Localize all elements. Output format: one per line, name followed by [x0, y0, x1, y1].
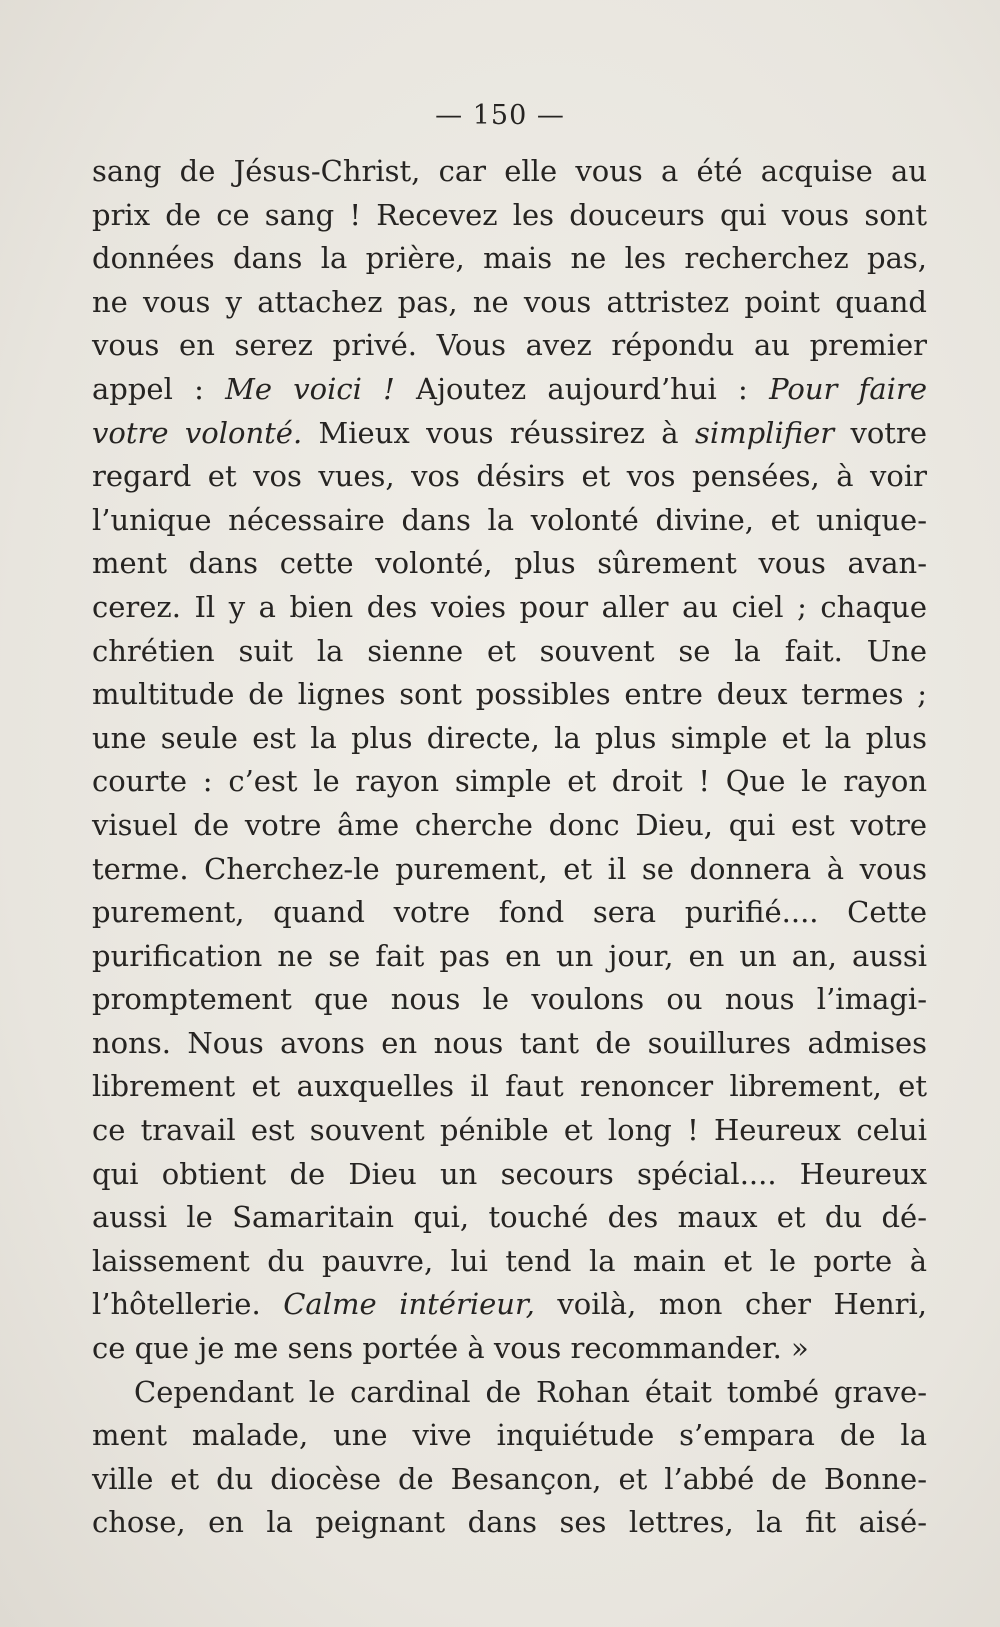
text-run: ment malade, une vive inquiétude s’empara de la [92, 1418, 927, 1453]
text-line [92, 848, 927, 892]
text-line [92, 1458, 927, 1502]
text-run: ne vous y attachez pas, ne vous attristez point quand [92, 284, 927, 319]
text-run: aussi le Samaritain qui, touché des maux et du dé- [92, 1200, 927, 1235]
text-run: l’unique nécessaire dans la volonté divine, et unique- [92, 502, 927, 537]
text-line [92, 1501, 927, 1545]
text-run: terme. Cherchez-le purement, et il se donnera à vous [92, 851, 927, 886]
italic-text: simplifier [694, 415, 835, 450]
text-line [92, 978, 927, 1022]
text-line [92, 1196, 927, 1240]
text-run: données dans la prière, mais ne les recherchez pas, [92, 241, 927, 276]
text-run: ment dans cette volonté, plus sûrement vous avan- [92, 546, 927, 581]
text-run: regard et vos vues, vos désirs et vos pensées, à voir [92, 459, 927, 494]
text-run: votre [834, 415, 927, 450]
italic-text: Me voici ! [225, 371, 395, 406]
text-line [92, 542, 927, 586]
text-line [92, 935, 927, 979]
text-line [92, 499, 927, 543]
text-line [92, 1371, 927, 1415]
text-line [92, 673, 927, 717]
text-run: chose, en la peignant dans ses lettres, la fit aisé- [92, 1505, 927, 1540]
text-run: chrétien suit la sienne et souvent se la fait. Une [92, 633, 927, 668]
italic-text: Calme intérieur, [283, 1287, 535, 1322]
text-line [92, 1327, 927, 1371]
text-line [92, 804, 927, 848]
text-run: librement et auxquelles il faut renoncer librement, et [92, 1069, 927, 1104]
text-line [92, 1240, 927, 1284]
italic-text: votre volonté. [92, 415, 303, 450]
text-run: une seule est la plus directe, la plus simple et la plus [92, 720, 927, 755]
text-run: laissement du pauvre, lui tend la main et le porte à [92, 1243, 927, 1278]
text-line [92, 150, 927, 194]
text-line [92, 760, 927, 804]
body-text [92, 150, 927, 1545]
text-run: ce que je me sens portée à vous recommander. » [92, 1331, 809, 1366]
text-run: appel : [92, 371, 226, 406]
text-line [92, 194, 927, 238]
text-line [92, 586, 927, 630]
text-run: multitude de lignes sont possibles entre deux termes ; [92, 677, 927, 712]
text-line [92, 1414, 927, 1458]
text-run: visuel de votre âme cherche donc Dieu, qui est votre [92, 807, 927, 842]
text-run: ville et du diocèse de Besançon, et l’abbé de Bonne- [92, 1461, 927, 1496]
text-run: purement, quand votre fond sera purifié.... Cette [92, 895, 927, 930]
text-line [92, 1109, 927, 1153]
text-line [92, 891, 927, 935]
text-run: Cependant le cardinal de Rohan était tombé grave- [134, 1374, 927, 1409]
page-number: — 150 — [435, 100, 565, 131]
text-run: courte : c’est le rayon simple et droit ! Que le rayon [92, 764, 927, 799]
text-line [92, 1022, 927, 1066]
text-line [92, 237, 927, 281]
text-line [92, 455, 927, 499]
text-run: Mieux vous réussirez à [302, 415, 695, 450]
text-line [92, 1283, 927, 1327]
text-run: qui obtient de Dieu un secours spécial.... Heureux [92, 1156, 927, 1191]
text-line [92, 281, 927, 325]
text-line [92, 1153, 927, 1197]
text-run: ce travail est souvent pénible et long ! Heureux celui [92, 1113, 927, 1148]
text-run: prix de ce sang ! Recevez les douceurs qui vous sont [92, 197, 927, 232]
text-line [92, 412, 927, 456]
italic-text: Pour faire [769, 371, 927, 406]
text-line [92, 368, 927, 412]
text-run: nons. Nous avons en nous tant de souillures admises [92, 1025, 927, 1060]
text-line [92, 630, 927, 674]
text-run: cerez. Il y a bien des voies pour aller au ciel ; chaque [92, 589, 927, 624]
text-run: l’hôtellerie. [92, 1287, 284, 1322]
text-run: Ajoutez aujourd’hui : [394, 371, 770, 406]
text-run: promptement que nous le voulons ou nous l’imagi- [92, 982, 927, 1017]
text-run: voilà, mon cher Henri, [534, 1287, 927, 1322]
text-run: purification ne se fait pas en un jour, en un an, aussi [92, 938, 927, 973]
text-line [92, 1065, 927, 1109]
text-run: vous en serez privé. Vous avez répondu au premier [92, 328, 927, 363]
text-line [92, 324, 927, 368]
text-run: sang de Jésus-Christ, car elle vous a été acquise au [92, 154, 927, 188]
text-line [92, 717, 927, 761]
